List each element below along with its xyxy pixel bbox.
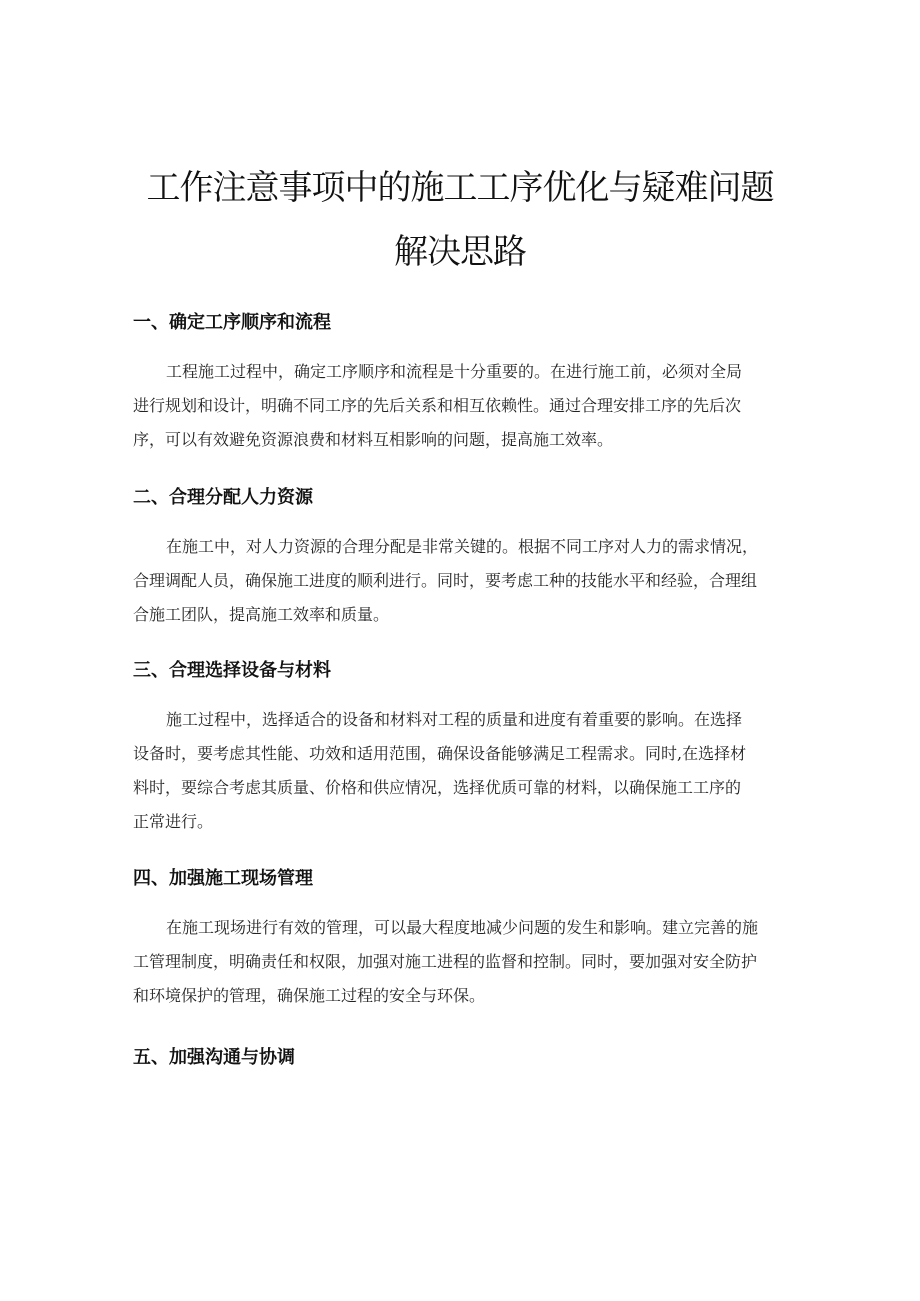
section-heading: 五、加强沟通与协调 [133, 1047, 295, 1068]
paragraph-line: 和环境保护的管理，确保施工过程的安全与环保。 [133, 986, 486, 1005]
section-heading: 二、合理分配人力资源 [133, 487, 313, 508]
paragraph-line: 在施工现场进行有效的管理，可以最大程度地减少问题的发生和影响。建立完善的施 [166, 918, 759, 937]
document-title-line-2: 解决思路 [394, 232, 526, 272]
section-heading: 四、加强施工现场管理 [133, 868, 313, 889]
paragraph-line: 合理调配人员，确保施工进度的顺利进行。同时，要考虑工种的技能水平和经验，合理组 [133, 571, 758, 590]
section-heading: 一、确定工序顺序和流程 [133, 312, 331, 333]
paragraph-line: 料时，要综合考虑其质量、价格和供应情况，选择优质可靠的材料，以确保施工工序的 [133, 778, 742, 797]
paragraph-line: 工程施工过程中，确定工序顺序和流程是十分重要的。在进行施工前，必须对全局 [166, 362, 743, 381]
document-title-line-1: 工作注意事项中的施工工序优化与疑难问题 [146, 168, 774, 208]
section-paragraph [133, 355, 803, 457]
paragraph-line: 施工过程中，选择适合的设备和材料对工程的质量和进度有着重要的影响。在选择 [166, 710, 743, 729]
paragraph-line: 设备时，要考虑其性能、功效和适用范围，确保设备能够满足工程需求。同时,在选择材 [133, 744, 747, 763]
paragraph-line: 在施工中，对人力资源的合理分配是非常关键的。根据不同工序对人力的需求情况， [166, 537, 759, 556]
paragraph-line: 进行规划和设计，明确不同工序的先后关系和相互依赖性。通过合理安排工序的先后次 [133, 396, 742, 415]
section-paragraph [133, 530, 803, 632]
section-paragraph [133, 911, 803, 1013]
paragraph-line: 序，可以有效避免资源浪费和材料互相影响的问题，提高施工效率。 [133, 430, 614, 449]
paragraph-line: 正常进行。 [133, 812, 214, 831]
paragraph-line: 合施工团队，提高施工效率和质量。 [133, 605, 390, 624]
paragraph-line: 工管理制度，明确责任和权限，加强对施工进程的监督和控制。同时，要加强对安全防护 [133, 952, 758, 971]
section-heading: 三、合理选择设备与材料 [133, 660, 331, 681]
section-paragraph [133, 703, 803, 839]
